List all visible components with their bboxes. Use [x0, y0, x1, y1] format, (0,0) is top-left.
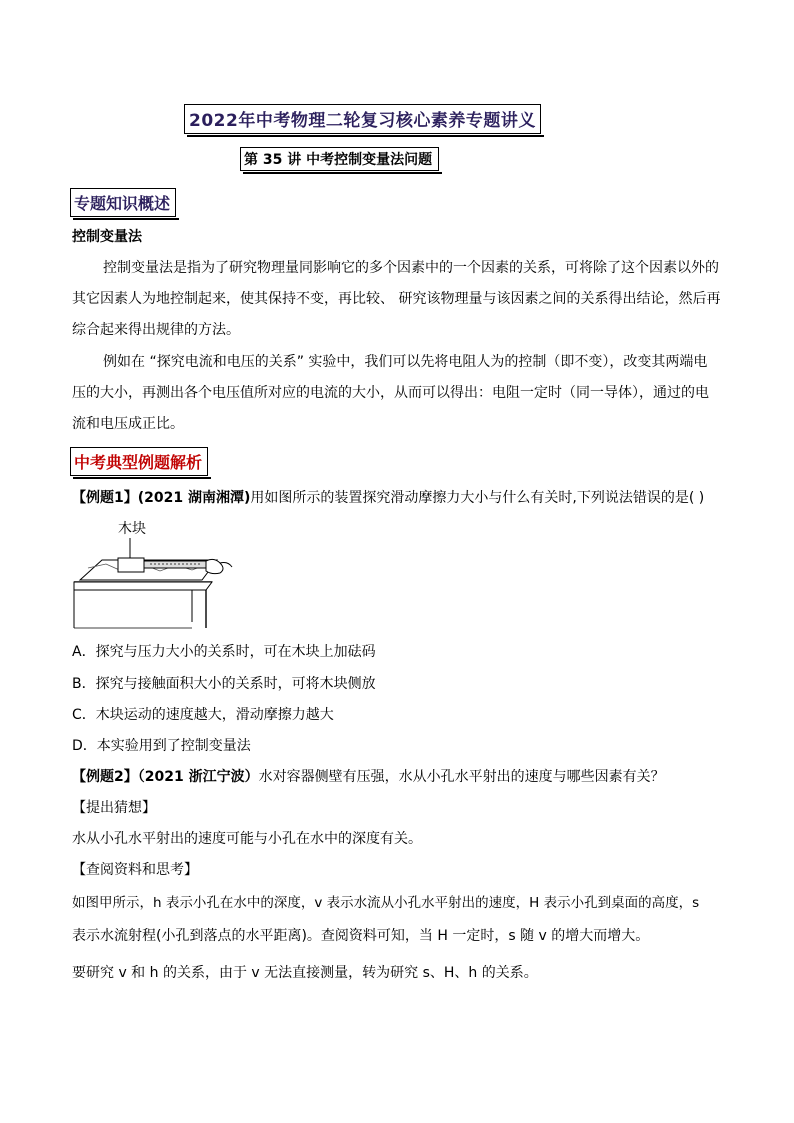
- example2-hypothesis-text: 水从小孔水平射出的速度可能与小孔在水中的深度有关。: [72, 831, 422, 847]
- example2-research-line2: 表示水流射程(小孔到落点的水平距离)。查阅资料可知，当 H 一定时，s 随 v 的增大而增大。: [72, 928, 650, 944]
- spring-scale: [144, 561, 206, 568]
- example-paragraph-line3: 流和电压成正比。: [72, 416, 184, 432]
- example1-option-c: C．木块运动的速度越大，滑动摩擦力越大: [72, 707, 334, 723]
- example1-option-b: B．探究与接触面积大小的关系时，可将木块侧放: [72, 676, 376, 692]
- section-heading-overview: 专题知识概述: [70, 188, 176, 217]
- overview-paragraph-line1: 控制变量法是指为了研究物理量同影响它的多个因素中的一个因素的关系，可将除了这个因素以外的: [103, 260, 719, 276]
- example2-label: 【例题2】（2021 浙江宁波）: [72, 769, 259, 785]
- example1-option-a: A．探究与压力大小的关系时，可在木块上加砝码: [72, 644, 376, 660]
- example2-research-line1: 如图甲所示，h 表示小孔在水中的深度，v 表示水流从小孔水平射出的速度，H 表示小孔到桌面的高度，s: [72, 895, 700, 911]
- wooden-block: [118, 558, 144, 572]
- friction-apparatus-figure: [72, 536, 247, 631]
- figure-label-block: 木块: [118, 521, 146, 537]
- subheading-control-variable: 控制变量法: [72, 229, 142, 245]
- example2-conclusion-text: 要研究 v 和 h 的关系，由于 v 无法直接测量，转为研究 s、H、h 的关系。: [72, 965, 538, 981]
- overview-paragraph-line3: 综合起来得出规律的方法。: [72, 322, 240, 338]
- example2-text: 水对容器侧壁有压强，水从小孔水平射出的速度与哪些因素有关？: [258, 769, 665, 785]
- example2-heading-hypothesis: 【提出猜想】: [72, 800, 156, 816]
- example-paragraph-line2: 压的大小，再测出各个电压值所对应的电流的大小，从而可以得出：电阻一定时（同一导体），通过的电: [72, 385, 709, 401]
- example-paragraph-line1: 例如在 “探究电流和电压的关系” 实验中，我们可以先将电阻人为的控制（即不变），改变其两端电: [103, 354, 708, 370]
- hand-icon: [206, 559, 223, 573]
- example1-question: [72, 489, 704, 507]
- example1-option-d: D．本实验用到了控制变量法: [72, 738, 251, 754]
- overview-paragraph-line2: 其它因素人为地控制起来，使其保持不变，再比较、 研究该物理量与该因素之间的关系得出结论，然后再: [72, 291, 721, 307]
- example2-question: [72, 768, 665, 786]
- lesson-subtitle: 第 35 讲 中考控制变量法问题: [240, 147, 439, 171]
- example2-heading-research: 【查阅资料和思考】: [72, 862, 198, 878]
- document-title: 2022年中考物理二轮复习核心素养专题讲义: [184, 104, 541, 134]
- example1-text: 用如图所示的装置探究滑动摩擦力大小与什么有关时,下列说法错误的是( ): [250, 490, 705, 506]
- section-heading-examples: 中考典型例题解析: [70, 447, 208, 476]
- example1-label: 【例题1】(2021 湖南湘潭): [72, 490, 251, 506]
- table-top: [74, 582, 212, 590]
